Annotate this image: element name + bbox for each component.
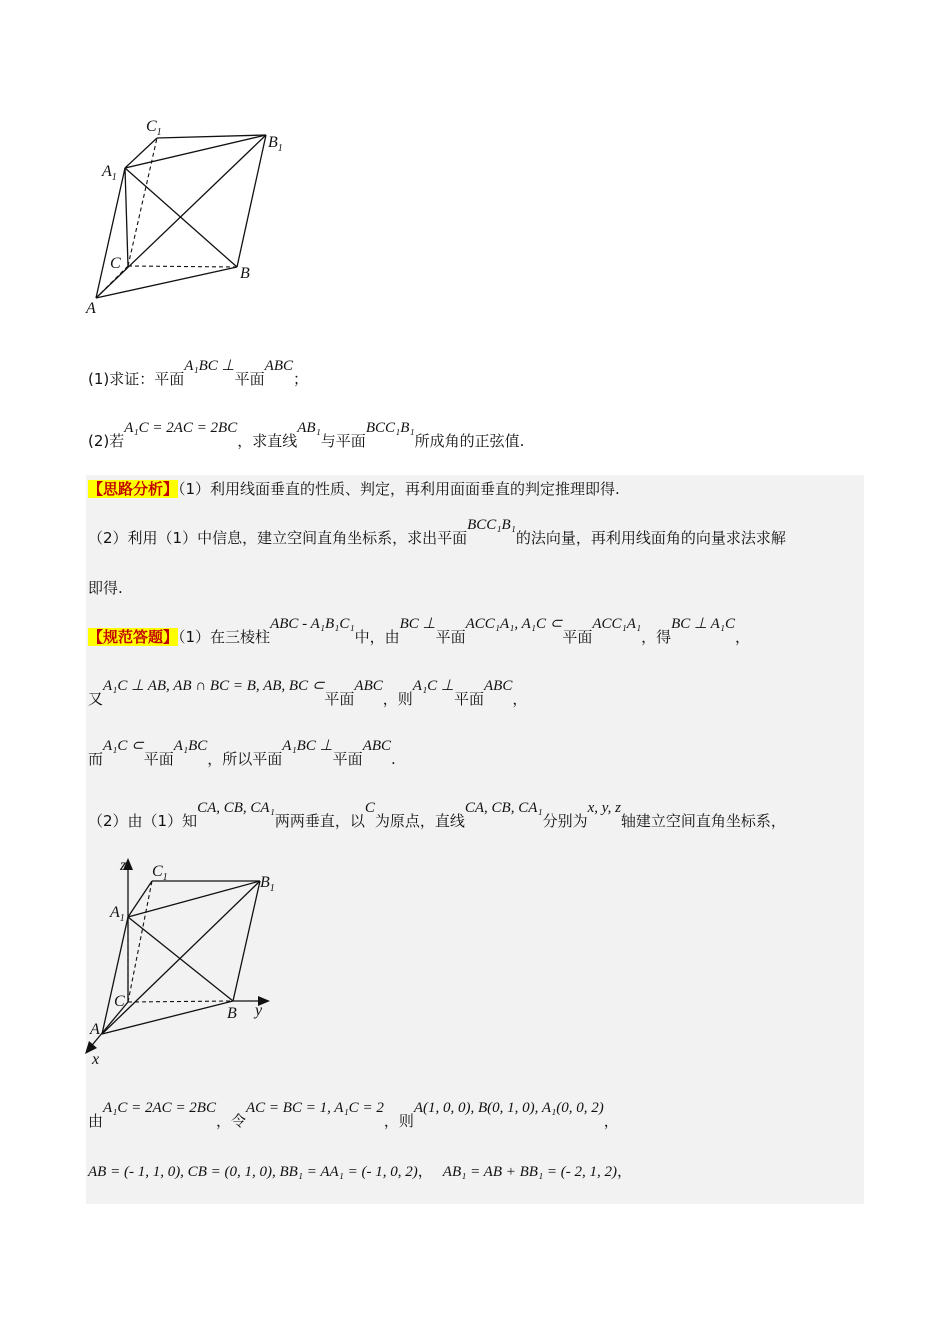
answer-l5-m2: AC = BC = 1, A₁C = 2: [246, 1100, 384, 1116]
edge-a1-c1: [125, 138, 157, 168]
answer-l2-b: 平面: [324, 690, 355, 708]
analysis-line-3: [88, 577, 123, 599]
answer-l5-a: 由: [88, 1112, 104, 1130]
q2-math-3: BCC₁B₁: [365, 420, 415, 436]
q1-text-3: ；: [293, 370, 309, 388]
q2-math-1: A₁C = 2AC = 2BC: [124, 420, 238, 436]
answer-l1-m2: BC ⊥: [399, 616, 436, 632]
analysis-math: BCC₁B₁: [467, 517, 516, 533]
answer-l3-m2: A₁BC: [173, 738, 208, 754]
answer-l1-a: （1）在三棱柱: [178, 628, 271, 646]
edge-c-c1-hidden: [128, 138, 157, 266]
q2-text-4: 所成角的正弦值.: [414, 432, 525, 450]
answer-l2-m4: ABC: [484, 678, 513, 694]
analysis-tag: 【思路分析】: [88, 480, 179, 498]
answer-l3-m1: A₁C ⊂: [103, 738, 144, 754]
answer-l1-e: ，得: [641, 628, 672, 646]
label-y: y: [255, 1002, 263, 1019]
q2-text-2: ，求直线: [237, 432, 298, 450]
answer-l4-b: 两两垂直，以: [274, 812, 365, 830]
q1-math-1: A₁BC ⊥: [184, 358, 235, 374]
label-a1: $A_1$: [102, 163, 117, 183]
label-c: C: [114, 993, 125, 1010]
answer-l4-m4: x, y, z: [587, 800, 621, 816]
q2-number: (2): [88, 432, 110, 450]
answer-l3-e: .: [391, 750, 396, 768]
edge-c-b-hidden: [128, 1001, 233, 1002]
answer-line-6: [88, 1160, 632, 1183]
edge-a-a1: [102, 917, 128, 1034]
answer-l2-m1: A₁C ⊥ AB, AB ∩ BC = B, AB, BC ⊂: [103, 678, 325, 694]
edge-b1-b: [237, 135, 266, 267]
answer-l3-m3: A₁BC ⊥: [282, 738, 333, 754]
label-z: z: [120, 857, 127, 874]
question-2: [88, 420, 525, 453]
answer-l5-m3: A(1, 0, 0), B(0, 1, 0), A₁(0, 0, 2): [413, 1100, 604, 1116]
label-b1: $B_1$: [268, 134, 283, 154]
analysis-line-2: [88, 517, 786, 550]
label-a: A: [86, 300, 96, 317]
edge-a1-c: [125, 168, 128, 266]
answer-line-4: [88, 800, 786, 833]
answer-l3-m4: ABC: [362, 738, 392, 754]
label-c1: $C_1$: [146, 118, 162, 138]
edge-a-a1: [96, 168, 125, 298]
answer-line-2: [88, 678, 528, 711]
answer-l1-m5: BC ⊥ A₁C: [671, 616, 735, 632]
q2-text: 若: [109, 432, 125, 450]
label-a1: $A_1$: [110, 904, 125, 924]
answer-line-3: [88, 738, 396, 771]
analysis-text-2a: （2）利用（1）中信息，建立空间直角坐标系，求出平面: [88, 529, 468, 547]
answer-l5-m1: A₁C = 2AC = 2BC: [103, 1100, 216, 1116]
label-x: x: [92, 1051, 100, 1067]
answer-l2-c: ，则: [382, 690, 413, 708]
coordinate-figure: [80, 852, 290, 1067]
answer-l1-f: ，: [734, 628, 750, 646]
label-a: A: [90, 1021, 100, 1038]
answer-l1-b: 中，由: [354, 628, 400, 646]
edge-a1-b: [128, 917, 233, 1001]
solution-panel: [86, 475, 864, 1204]
answer-l3-b: 平面: [143, 750, 174, 768]
answer-l1-m1: ABC - A₁B₁C₁: [270, 616, 355, 632]
answer-l5-d: ，: [603, 1112, 619, 1130]
analysis-text-2b: 的法向量，再利用线面角的向量求法求解: [515, 529, 786, 547]
q1-text-2: 平面: [234, 370, 265, 388]
answer-l5-c: ，则: [383, 1112, 414, 1130]
answer-l2-a: 又: [88, 690, 104, 708]
answer-l6-b: ，: [617, 1162, 633, 1180]
label-c: C: [110, 255, 121, 272]
answer-l4-m1: CA, CB, CA₁: [197, 800, 275, 816]
analysis-text-1: （1）利用线面垂直的性质、判定，再利用面面垂直的判定推理即得.: [178, 480, 620, 498]
answer-l4-m3: CA, CB, CA₁: [464, 800, 543, 816]
answer-l2-m2: ABC: [354, 678, 383, 694]
label-b: B: [227, 1005, 237, 1022]
answer-l4-c: 为原点，直线: [374, 812, 465, 830]
answer-l2-e: ，: [512, 690, 528, 708]
answer-l3-a: 而: [88, 750, 104, 768]
question-1: [88, 358, 309, 391]
label-c1: $C_1$: [152, 863, 168, 883]
answer-l3-d: 平面: [332, 750, 363, 768]
answer-l6-m2: AB₁ = AB + BB₁ = (- 2, 1, 2): [442, 1164, 618, 1180]
edge-c1-b1: [157, 135, 266, 138]
answer-l5-b: ，令: [215, 1112, 246, 1130]
answer-l6-a: ，: [417, 1162, 433, 1180]
q2-math-2: AB₁: [297, 420, 321, 436]
prism-figure: [80, 110, 300, 320]
answer-l3-c: ，所以平面: [207, 750, 283, 768]
edge-c-b-hidden: [128, 266, 237, 267]
answer-l4-e: 轴建立空间直角坐标系，: [620, 812, 786, 830]
answer-tag: 【规范答题】: [88, 628, 179, 646]
q2-text-3: 与平面: [320, 432, 366, 450]
answer-line-5: [88, 1100, 619, 1133]
answer-l4-a: （2）由（1）知: [88, 812, 198, 830]
label-b: B: [240, 265, 250, 282]
answer-line-1: [88, 616, 750, 649]
answer-l1-m4: ACC₁A₁: [592, 616, 642, 632]
q1-text: 求证：平面: [109, 370, 185, 388]
answer-l4-m2: C: [364, 800, 375, 816]
answer-l4-d: 分别为: [542, 812, 588, 830]
answer-l1-c: 平面: [435, 628, 466, 646]
label-b1: $B_1$: [260, 874, 275, 894]
q1-number: (1): [88, 370, 110, 388]
q1-math-2: ABC: [264, 358, 293, 374]
answer-l2-m3: A₁C ⊥: [412, 678, 454, 694]
answer-l6-m1: AB = (- 1, 1, 0), CB = (0, 1, 0), BB₁ = AA₁ = (- 1, 0, 2): [88, 1164, 418, 1180]
analysis-text-3: 即得.: [88, 579, 123, 597]
answer-l2-d: 平面: [453, 690, 484, 708]
analysis-line-1: [88, 478, 620, 500]
answer-l1-d: 平面: [562, 628, 593, 646]
edge-a1-b: [125, 168, 237, 267]
edge-b1-b: [233, 881, 260, 1001]
answer-l1-m3: ACC₁A₁, A₁C ⊂: [465, 616, 563, 632]
edge-a1-b1: [125, 135, 266, 168]
